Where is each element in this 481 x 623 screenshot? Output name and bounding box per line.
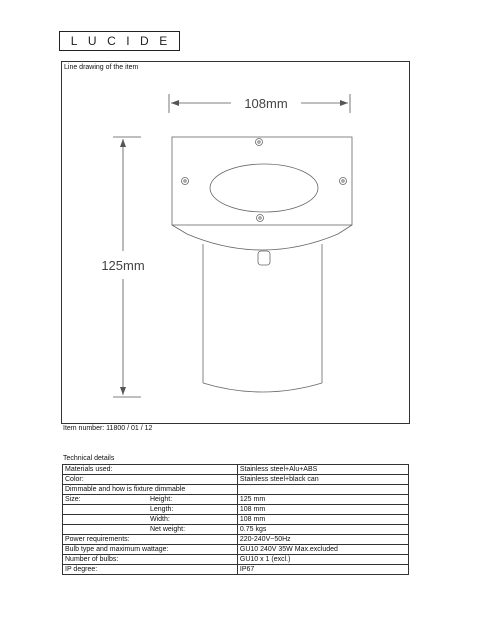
spec-value: 125 mm bbox=[237, 495, 408, 505]
table-row bbox=[63, 505, 409, 515]
width-label: 108mm bbox=[244, 96, 288, 111]
spec-sublabel: Length: bbox=[150, 506, 174, 513]
logo-letter: C bbox=[107, 34, 117, 48]
item-number: Item number: 11800 / 01 / 12 bbox=[63, 425, 153, 432]
spec-label: Dimmable and how is fixture dimmable bbox=[63, 485, 238, 495]
table-row bbox=[63, 535, 409, 545]
spec-value: IP67 bbox=[237, 565, 408, 575]
spec-label-cell bbox=[63, 505, 238, 515]
spec-label: Number of bulbs: bbox=[63, 555, 238, 565]
specs-table bbox=[62, 464, 409, 575]
brand-logo bbox=[59, 31, 180, 51]
spec-label: Size: bbox=[65, 496, 81, 503]
height-label: 125mm bbox=[101, 258, 145, 273]
spec-value: 220-240V~50Hz bbox=[237, 535, 408, 545]
spec-sublabel: Height: bbox=[150, 496, 173, 503]
spec-value: 0.75 kgs bbox=[237, 525, 408, 535]
spec-value: 108 mm bbox=[237, 505, 408, 515]
drawing-title: Line drawing of the item bbox=[64, 64, 139, 71]
spec-value: GU10 x 1 (excl.) bbox=[237, 555, 408, 565]
spec-value: GU10 240V 35W Max.excluded bbox=[237, 545, 408, 555]
logo-letter: E bbox=[159, 34, 169, 48]
logo-letter: D bbox=[140, 34, 150, 48]
spec-label-cell bbox=[63, 495, 238, 505]
logo-letter: L bbox=[70, 34, 79, 48]
table-row bbox=[63, 525, 409, 535]
spec-value bbox=[237, 485, 408, 495]
table-row bbox=[63, 555, 409, 565]
spec-label-cell bbox=[63, 515, 238, 525]
spec-value: Stainless steel+Alu+ABS bbox=[237, 465, 408, 475]
lamp-outline bbox=[172, 137, 352, 392]
spec-label: Materials used: bbox=[63, 465, 238, 475]
table-row bbox=[63, 485, 409, 495]
spec-label: IP degree: bbox=[63, 565, 238, 575]
table-row bbox=[63, 495, 409, 505]
table-row bbox=[63, 465, 409, 475]
logo-letter: U bbox=[87, 34, 98, 48]
spec-value: 108 mm bbox=[237, 515, 408, 525]
spec-label: Power requirements: bbox=[63, 535, 238, 545]
spec-sublabel: Net weight: bbox=[150, 526, 186, 533]
table-row bbox=[63, 545, 409, 555]
logo-letter: I bbox=[126, 34, 131, 48]
spec-sublabel: Width: bbox=[150, 516, 170, 523]
table-row bbox=[63, 475, 409, 485]
spec-label: Bulb type and maximum wattage: bbox=[63, 545, 238, 555]
spec-label: Color: bbox=[63, 475, 238, 485]
spec-label-cell bbox=[63, 525, 238, 535]
line-drawing bbox=[61, 61, 410, 424]
table-row bbox=[63, 565, 409, 575]
spec-value: Stainless steel+black can bbox=[237, 475, 408, 485]
table-row bbox=[63, 515, 409, 525]
technical-details-title: Technical details bbox=[63, 455, 115, 462]
